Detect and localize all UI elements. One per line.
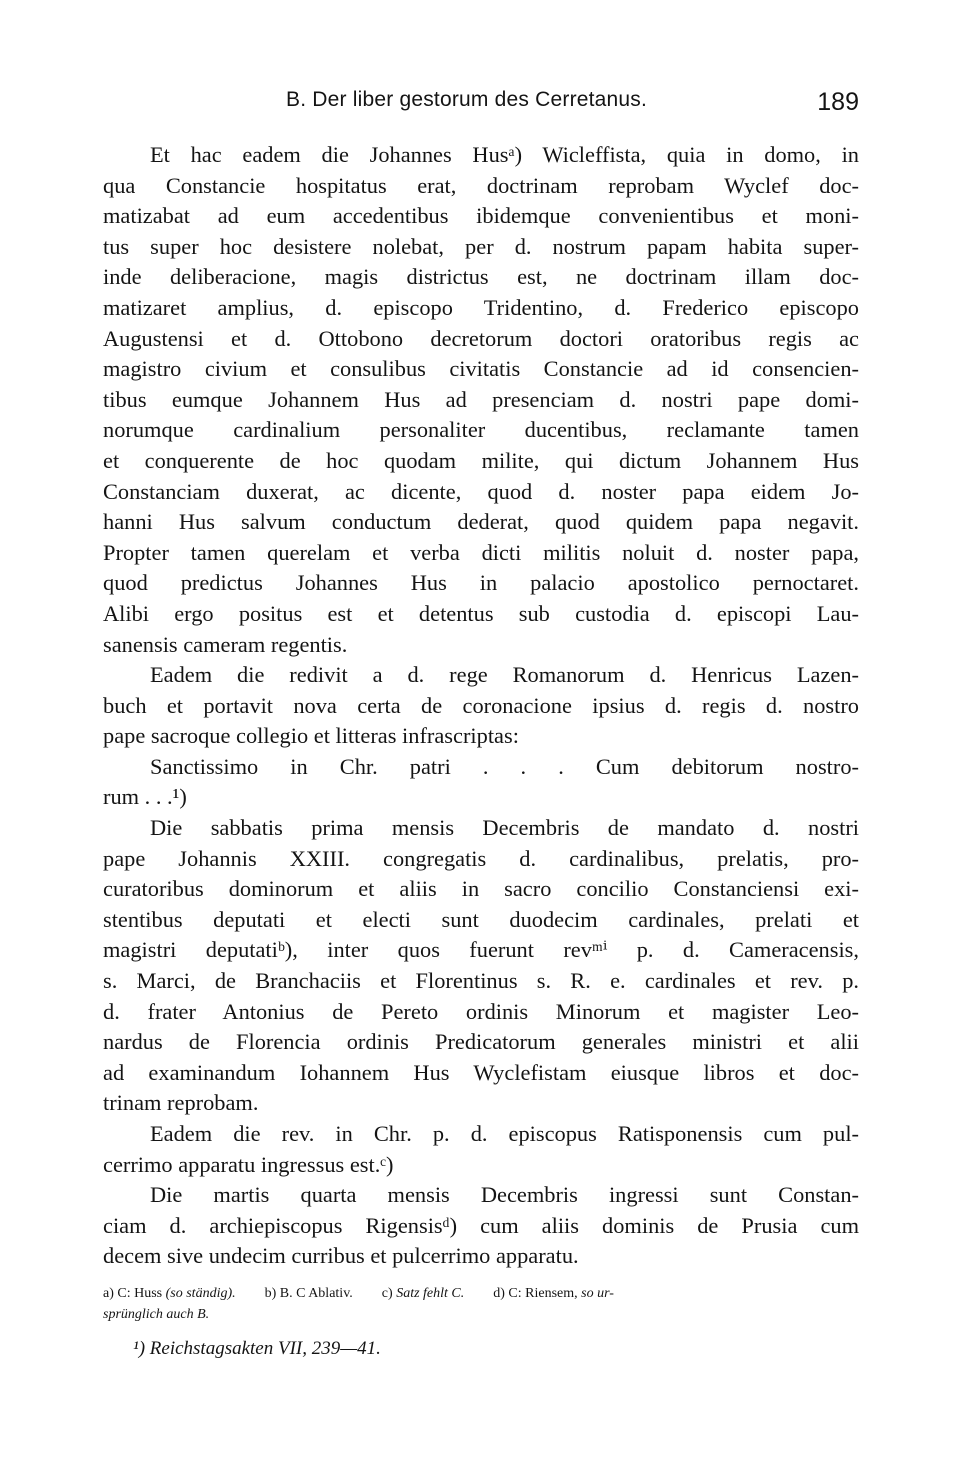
text-line: quod predictus Johannes Hus in palacio apostolico pernoctaret. (103, 570, 859, 596)
body-text (103, 140, 859, 1272)
text-line: matizabat ad eum accedentibus ibidemque convenientibus et moni- (103, 203, 859, 229)
text-line: rum . . .¹) (103, 784, 187, 810)
text-line: Augustensi et d. Ottobono decretorum doctori oratoribus regis ac (103, 325, 859, 351)
source-footnote-text: Reichstagsakten VII, 239—41. (149, 1338, 381, 1359)
footnote-a-text: C: Huss (117, 1286, 163, 1301)
source-footnote (103, 1337, 859, 1361)
text-line: Eadem die rev. in Chr. p. d. episcopus Ratisponensis cum pul- (150, 1121, 859, 1146)
footnote-a-italic: (so ständig). (165, 1286, 236, 1301)
text-line: Alibi ergo positus est et detentus sub custodia d. episcopi Lau- (103, 600, 859, 626)
page-number: 189 (817, 88, 859, 116)
footnote-d-text: C: Riensem, (508, 1286, 578, 1301)
footnote-b-label: b) (264, 1286, 277, 1301)
text-line: curatoribus dominorum et aliis in sacro concilio Constanciensi exi- (103, 876, 859, 902)
text-line: magistro civium et consulibus civitatis Constancie ad id consencien- (103, 356, 859, 382)
text-line: decem sive undecim curribus et pulcerrimo apparatu. (103, 1243, 579, 1269)
text-line: buch et portavit nova certa de coronacione ipsius d. regis d. nostro (103, 692, 859, 718)
text-line: ciam d. archiepiscopus Rigensisᵈ) cum aliis dominis de Prusia cum (103, 1212, 859, 1238)
text-line: inde deliberacione, magis districtus est, ne doctrinam illam doc- (103, 264, 859, 290)
text-line: qua Constancie hospitatus erat, doctrinam reprobam Wyclef doc- (103, 172, 859, 198)
text-line: Propter tamen querelam et verba dicti militis noluit d. noster papa, (103, 539, 859, 565)
footnote-d-continuation: sprünglich auch B. (103, 1307, 210, 1322)
footnotes (103, 1283, 859, 1361)
text-line: s. Marci, de Branchaciis et Florentinus s. R. e. cardinales et rev. p. (103, 968, 859, 994)
text-line: tibus eumque Johannem Hus ad presenciam d. nostri pape domi- (103, 386, 859, 412)
text-line: d. frater Antonius de Pereto ordinis Minorum et magister Leo- (103, 998, 859, 1024)
footnote-line (103, 1304, 859, 1325)
text-line: Die sabbatis prima mensis Decembris de mandato d. nostri (150, 815, 859, 841)
text-line: trinam reprobam. (103, 1090, 259, 1116)
text-line: ad examinandum Iohannem Hus Wyclefistam eiusque libros et doc- (103, 1059, 859, 1085)
text-line: Constanciam duxerat, ac dicente, quod d. noster papa eidem Jo- (103, 478, 859, 504)
text-line: tus super hoc desistere nolebat, per d. nostrum papam habita super- (103, 233, 859, 259)
footnote-c-italic: Satz fehlt C. (396, 1286, 465, 1301)
text-line: Die martis quarta mensis Decembris ingressi sunt Constan- (150, 1182, 859, 1208)
text-line: nardus de Florencia ordinis Predicatorum generales ministri et alii (103, 1029, 859, 1055)
text-line: norumque cardinalium personaliter ducentibus, reclamante tamen (103, 417, 859, 443)
text-line: stentibus deputati et electi sunt duodecim cardinales, prelati et (103, 906, 859, 932)
footnote-a-label: a) (103, 1286, 114, 1301)
text-line: Sanctissimo in Chr. patri . . . Cum debitorum nostro- (150, 753, 859, 779)
page-header (103, 86, 859, 126)
text-line: cerrimo apparatu ingressus est.ᶜ) (103, 1151, 394, 1177)
text-line: pape sacroque collegio et litteras infrascriptas: (103, 723, 519, 749)
text-line: matizaret amplius, d. episcopo Tridentino, d. Frederico episcopo (103, 294, 859, 320)
footnote-d-label: d) (493, 1286, 505, 1301)
text-line: Et hac eadem die Johannes Husᵃ) Wicleffista, quia in domo, in (150, 142, 859, 167)
text-line: Eadem die redivit a d. rege Romanorum d. Henricus Lazen- (150, 662, 859, 688)
running-head: B. Der liber gestorum des Cerretanus. (286, 88, 648, 111)
text-line: sanensis cameram regentis. (103, 631, 348, 657)
source-footnote-label: ¹) (133, 1338, 146, 1359)
footnote-b-text: B. C Ablativ. (279, 1286, 353, 1301)
footnote-c-label: c) (381, 1286, 393, 1301)
text-line: pape Johannis XXIII. congregatis d. cardinalibus, prelatis, pro- (103, 845, 859, 871)
footnote-line (103, 1283, 859, 1304)
text-line: magistri deputatiᵇ), inter quos fuerunt revᵐⁱ p. d. Cameracensis, (103, 937, 859, 963)
text-line: hanni Hus salvum conductum dederat, quod quidem papa negavit. (103, 509, 859, 535)
text-line: et conquerente de hoc quodam milite, qui dictum Johannem Hus (103, 447, 859, 473)
footnote-d-italic: so ur- (581, 1286, 614, 1301)
